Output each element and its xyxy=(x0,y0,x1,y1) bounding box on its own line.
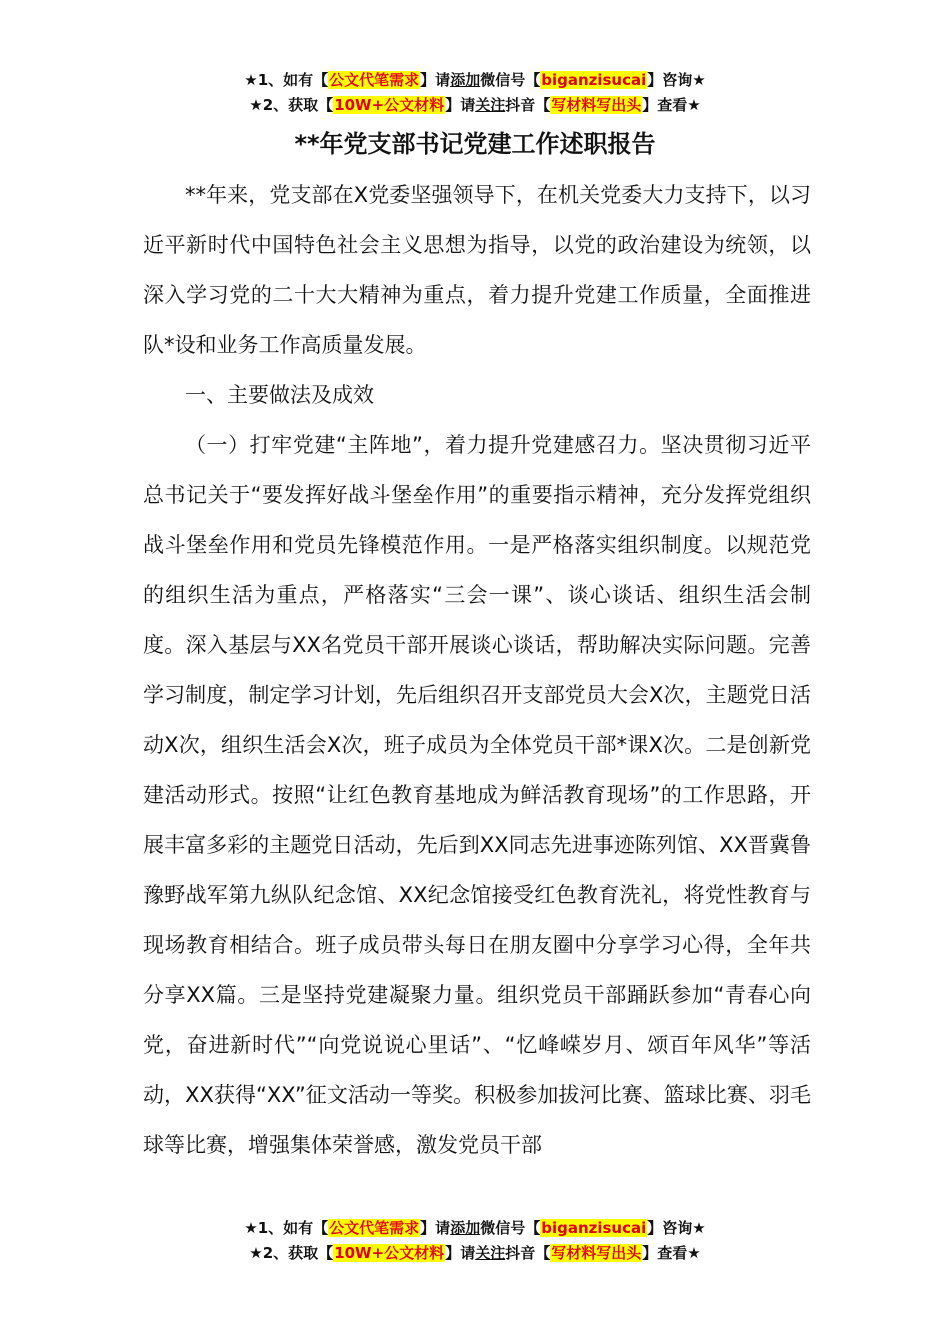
document-title: **年党支部书记党建工作述职报告 xyxy=(294,130,656,158)
banner-text: ★2、获取【 xyxy=(249,96,334,114)
highlight-wechat-id: biganzisucai xyxy=(541,71,647,89)
banner-text: 】请 xyxy=(420,1219,451,1237)
banner-line-1 xyxy=(0,68,950,93)
banner-text: 】请 xyxy=(445,1244,476,1262)
top-banner xyxy=(0,68,950,118)
banner-text: 】查看★ xyxy=(642,96,701,114)
banner-line-2 xyxy=(0,93,950,118)
highlight-materials: 10W+公文材料 xyxy=(334,1244,445,1262)
highlight-wechat-id: biganzisucai xyxy=(541,1219,647,1237)
banner-text: ★1、如有【 xyxy=(244,71,329,89)
underlined-text: 关注 xyxy=(475,1244,506,1262)
banner-text: 】查看★ xyxy=(642,1244,701,1262)
banner-text: 微信号【 xyxy=(480,1219,541,1237)
section-heading: 一、主要做法及成效 xyxy=(185,383,374,407)
banner-text: 】请 xyxy=(420,71,451,89)
highlight-materials: 10W+公文材料 xyxy=(334,96,445,114)
banner-text: 微信号【 xyxy=(480,71,541,89)
underlined-text: 添加 xyxy=(450,71,481,89)
paragraph-section-1: （一）打牢党建“主阵地”，着力提升党建感召力。坚决贯彻习近平总书记关于“要发挥好战斗堡垒作用”的重要指示精神，充分发挥党组织战斗堡垒作用和党员先锋模范作用。一是严格落实组织制度。以规范党的组织生活为重点，严格落实“三会一课”、谈心谈话、组织生活会制度。深入基层与XX名党员干部开展谈心谈话，帮助解决实际问题。完善学习制度，制定学习计划，先后组织召开支部党员大会X次，主题党日活动X次，组织生活会X次，班子成员为全体党员干部*课X次。二是创新党建活动形式。按照“让红色教育基地成为鲜活教育现场”的工作思路，开展丰富多彩的主题党日活动，先后到XX同志先进事迹陈列馆、XX晋冀鲁豫野战军第九纵队纪念馆、XX纪念馆接受红色教育洗礼，将党性教育与现场教育相结合。班子成员带头每日在朋友圈中分享学习心得，全年共分享XX篇。三是坚持党建凝聚力量。组织党员干部踊跃参加“青春心向党，奋进新时代”“向党说说心里话”、“忆峰嵘岁月、颂百年风华”等活动，XX获得“XX”征文活动一等奖。积极参加拔河比赛、篮球比赛、羽毛球等比赛，增强集体荣誉感，激发党员干部 xyxy=(143,433,811,1157)
banner-text: ★2、获取【 xyxy=(249,1244,334,1262)
document-body xyxy=(143,170,811,1170)
banner-line-2 xyxy=(0,1241,950,1266)
banner-text: 抖音【 xyxy=(505,96,551,114)
banner-text: 抖音【 xyxy=(505,1244,551,1262)
banner-text: 】咨询★ xyxy=(647,71,706,89)
highlight-douyin-account: 写材料写出头 xyxy=(551,96,642,114)
underlined-text: 添加 xyxy=(450,1219,481,1237)
banner-line-1 xyxy=(0,1216,950,1241)
paragraph-intro: **年来，党支部在X党委坚强领导下，在机关党委大力支持下，以习近平新时代中国特色社会主义思想为指导，以党的政治建设为统领，以深入学习党的二十大大精神为重点，着力提升党建工作质量，全面推进队*设和业务工作高质量发展。 xyxy=(143,183,811,357)
banner-text: 】咨询★ xyxy=(647,1219,706,1237)
banner-text: ★1、如有【 xyxy=(244,1219,329,1237)
highlight-douyin-account: 写材料写出头 xyxy=(551,1244,642,1262)
banner-text: 】请 xyxy=(445,96,476,114)
highlight-service: 公文代笔需求 xyxy=(329,1219,420,1237)
bottom-banner xyxy=(0,1216,950,1266)
underlined-text: 关注 xyxy=(475,96,506,114)
highlight-service: 公文代笔需求 xyxy=(329,71,420,89)
